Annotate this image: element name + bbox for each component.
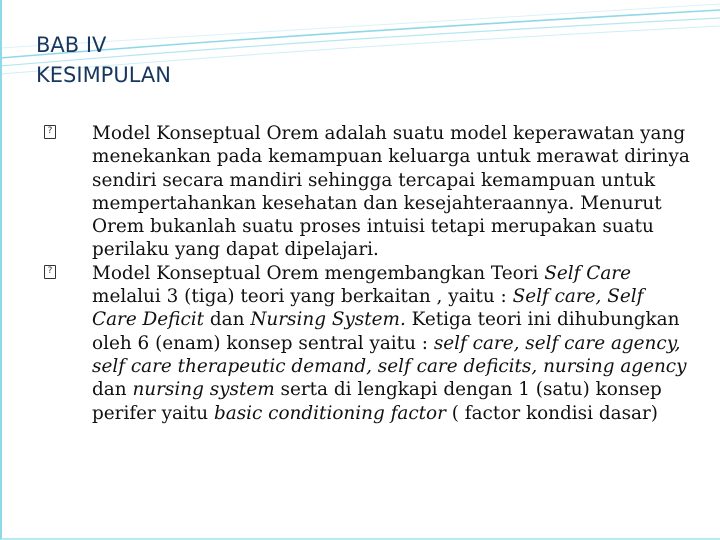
bullet-box-icon	[44, 125, 56, 139]
slide-title	[36, 30, 171, 90]
text-segment: serta di lengkapi dengan 1 (satu) konsep perifer yaitu	[92, 379, 662, 424]
text-segment: dan	[92, 379, 133, 401]
text-segment-italic: Self Care	[544, 262, 631, 284]
text-segment-italic: basic conditioning factor	[213, 402, 446, 424]
title-line-1: BAB IV	[36, 33, 107, 57]
text-segment: Ketiga teori ini dihubungkan oleh 6 (enam) konsep sentral yaitu :	[92, 309, 680, 354]
text-segment-italic: Self care, Self Care Deficit	[92, 286, 644, 331]
text-segment: Model Konseptual Orem mengembangkan Teori	[92, 262, 545, 284]
text-segment: dan	[204, 309, 251, 331]
bullet-box-icon	[44, 265, 56, 279]
title-line-2: KESIMPULAN	[36, 63, 171, 87]
text-segment-italic: self care, self care agency, self care therapeutic demand, self care deficits, nursing agency	[92, 332, 687, 377]
bullet-item-2	[44, 262, 692, 425]
text-segment: ( factor kondisi dasar)	[445, 402, 658, 424]
bullet-text-2	[92, 263, 686, 424]
text-segment-italic: Nursing System.	[250, 309, 406, 331]
bullet-item-1	[44, 122, 692, 262]
text-segment: melalui 3 (tiga) teori yang berkaitan , yaitu :	[92, 286, 513, 308]
bullet-text-1: Model Konseptual Orem adalah suatu model keperawatan yang menekankan pada kemampuan keluarga untuk merawat dirinya sendiri secara mandiri sehingga tercapai kemampuan untuk mempertahankan kesehatan dan kesejahteraannya. Menurut Orem bukanlah suatu proses intuisi tetapi merupakan suatu perilaku yang dapat dipelajari.	[92, 123, 690, 261]
text-segment-italic: nursing system	[132, 379, 275, 401]
bullet-list	[44, 122, 692, 425]
